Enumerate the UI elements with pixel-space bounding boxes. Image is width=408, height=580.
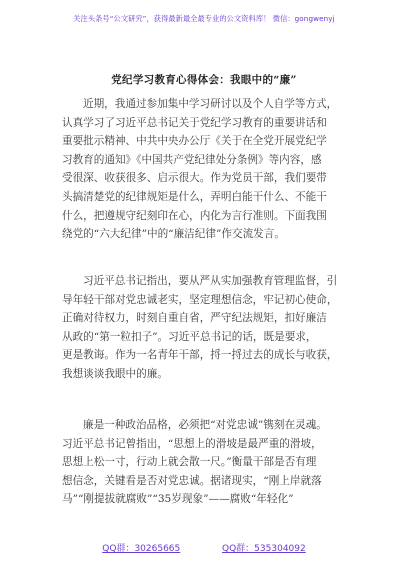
promo-header: 关注头条号“公文研究”，获得最新最全最专业的公文资料库！ 微信：gongwenyj [73, 14, 335, 23]
paragraph-line: 习近平总书记曾指出，“思想上的滑坡是最严重的滑坡， [62, 437, 322, 450]
paragraph-line: 什么，把遵规守纪刻印在心，内化为言行准则。下面我围 [62, 209, 327, 222]
qq-group-link-1[interactable]: QQ群：30265665 [102, 544, 181, 554]
paragraph-3 [62, 416, 350, 509]
paragraph-line: 想信念，关键看是否对党忠诚。据诸现实，“刚上岸就落 [62, 474, 322, 487]
paragraph-line: 我想谈谈我眼中的廉。 [62, 367, 168, 380]
paragraph-line: 绕党的“六大纪律”中的“廉洁纪律”作交流发言。 [62, 228, 285, 241]
paragraph-2 [62, 272, 350, 384]
paragraph-line: 习教育的通知》《中国共产党纪律处分条例》等内容，感 [62, 153, 322, 166]
paragraph-line: 习近平总书记指出，要从严从实加强教育管理监督，引 [83, 275, 338, 287]
paragraph-line: 导年轻干部对党忠诚老实，坚定理想信念，牢记初心使命， [62, 293, 338, 306]
document-title: 党纪学习教育心得体会：我眼中的“廉” [111, 74, 297, 86]
paragraph-line: 头搞清楚党的纪律规矩是什么，弄明白能干什么、不能干 [62, 190, 327, 203]
paragraph-line: 从政的“第一粒扣子”。习近平总书记的话，既是要求， [62, 330, 317, 343]
paragraph-line: 重要批示精神、中共中央办公厅《关于在全党开展党纪学 [62, 135, 327, 148]
paragraph-line: 马”“刚提拔就腐败”“35岁现象”——腐败“年轻化” [62, 493, 294, 506]
contact-footer [0, 541, 408, 554]
paragraph-line: 思想上松一寸，行动上就会散一尺。”衡量干部是否有理 [62, 456, 317, 469]
paragraph-1 [62, 95, 350, 244]
paragraph-line: 认真学习了习近平总书记关于党纪学习教育的重要讲话和 [62, 116, 327, 129]
paragraph-line: 廉是一种政治品格，必须把“对党忠诚”镌刻在灵魂。 [83, 419, 327, 431]
paragraph-line: 近期，我通过参加集中学习研讨以及个人自学等方式， [83, 98, 338, 110]
qq-group-link-2[interactable]: QQ群：535304092 [222, 544, 306, 554]
paragraph-line: 正确对待权力，时刻自重自省，严守纪法规矩，扣好廉洁 [62, 312, 327, 325]
paragraph-line: 受很深、收获很多、启示很大。作为党员干部，我们要带 [62, 172, 327, 185]
paragraph-line: 更是教诲。作为一名青年干部，捋一捋过去的成长与收获， [62, 349, 338, 362]
